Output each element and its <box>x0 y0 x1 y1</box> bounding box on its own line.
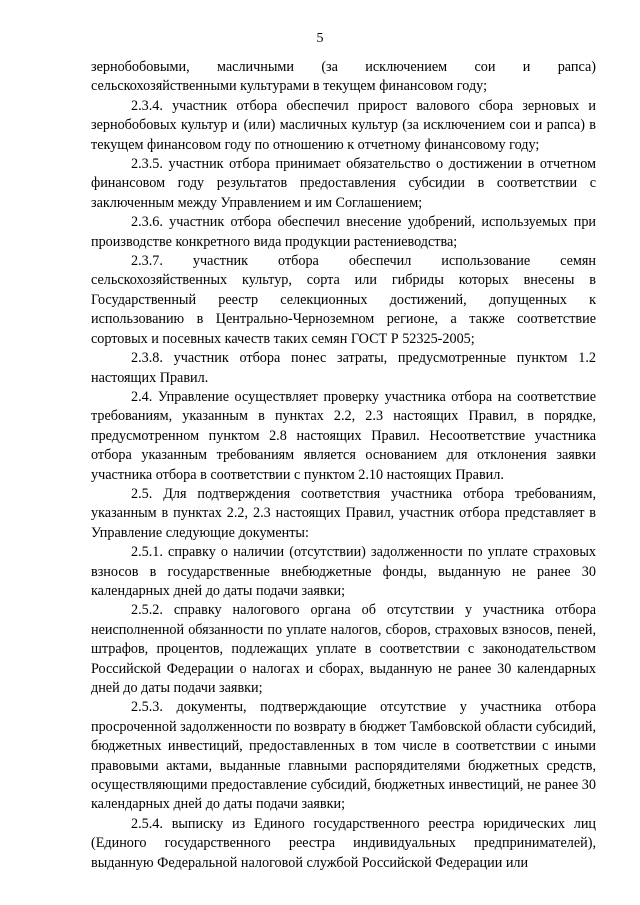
paragraph-2-5-3: 2.5.3. документы, подтверждающие отсутствие у участника отбора просроченной задолженности по возврату в бюджет Тамбовской области субсидий, бюджетных инвестиций, предоставленных в том числе в соответствии с иными правовыми актами, выданные главными распорядителями бюджетных средств, осуществляющими предоставление субсидий, бюджетных инвестиций, не ранее 30 календарных дней до даты подачи заявки; <box>91 699 596 813</box>
page-number: 5 <box>316 31 324 46</box>
paragraph-2-3-7: 2.3.7. участник отбора обеспечил использование семян сельскохозяйственных культур, сорта или гибриды которых внесены в Государственный реестр селекционных достижений, допущенных к использованию в Центрально-Черноземном регионе, а также соответствие сортовых и посевных качеств таких семян ГОСТ Р 52325-2005; <box>91 253 596 347</box>
paragraph-2-4: 2.4. Управление осуществляет проверку участника отбора на соответствие требованиям, указанным в пунктах 2.2, 2.3 настоящих Правил, в порядке, предусмотренном пунктом 2.8 настоящих Правил. Несоответствие участника отбора указанным требованиям является основанием для отклонения заявки участника отбора в соответствии с пунктом 2.10 настоящих Правил. <box>91 388 596 483</box>
paragraph-2-3-6: 2.3.6. участник отбора обеспечил внесение удобрений, используемых при производстве конкретного вида продукции растениеводства; <box>91 214 596 250</box>
paragraph-continuation: зернобобовыми, масличными (за исключением сои и рапса) сельскохозяйственными культурами в текущем финансовом году; <box>91 59 596 95</box>
document-body <box>91 58 596 873</box>
paragraph-2-3-8: 2.3.8. участник отбора понес затраты, предусмотренные пунктом 1.2 настоящих Правил. <box>91 350 596 386</box>
paragraph-2-5: 2.5. Для подтверждения соответствия участника отбора требованиям, указанным в пунктах 2.2, 2.3 настоящих Правил, участник отбора представляет в Управление следующие документы: <box>91 485 596 541</box>
paragraph-2-5-4: 2.5.4. выписку из Единого государственного реестра юридических лиц (Единого государственного реестра индивидуальных предпринимателей), выданную Федеральной налоговой службой Российской Федерации или <box>91 815 596 871</box>
paragraph-2-3-5: 2.3.5. участник отбора принимает обязательство о достижении в отчетном финансовом году результатов предоставления субсидии в соответствии с заключенным между Управлением и им Соглашением; <box>91 156 596 211</box>
paragraph-2-5-2: 2.5.2. справку налогового органа об отсутствии у участника отбора неисполненной обязанности по уплате налогов, сборов, страховых взносов, пеней, штрафов, процентов, подлежащих уплате в соответствии с законодательством Российской Федерации о налогах и сборах, выданную не ранее 30 календарных дней до даты подачи заявки; <box>91 602 596 696</box>
paragraph-2-5-1: 2.5.1. справку о наличии (отсутствии) задолженности по уплате страховых взносов в государственные внебюджетные фонды, выданную не ранее 30 календарных дней до даты подачи заявки; <box>91 544 596 599</box>
paragraph-2-3-4: 2.3.4. участник отбора обеспечил прирост валового сбора зерновых и зернобобовых культур и (или) масличных культур (за исключением сои и рапса) в текущем финансовом году по отношению к отчетному финансовому году; <box>91 97 596 153</box>
